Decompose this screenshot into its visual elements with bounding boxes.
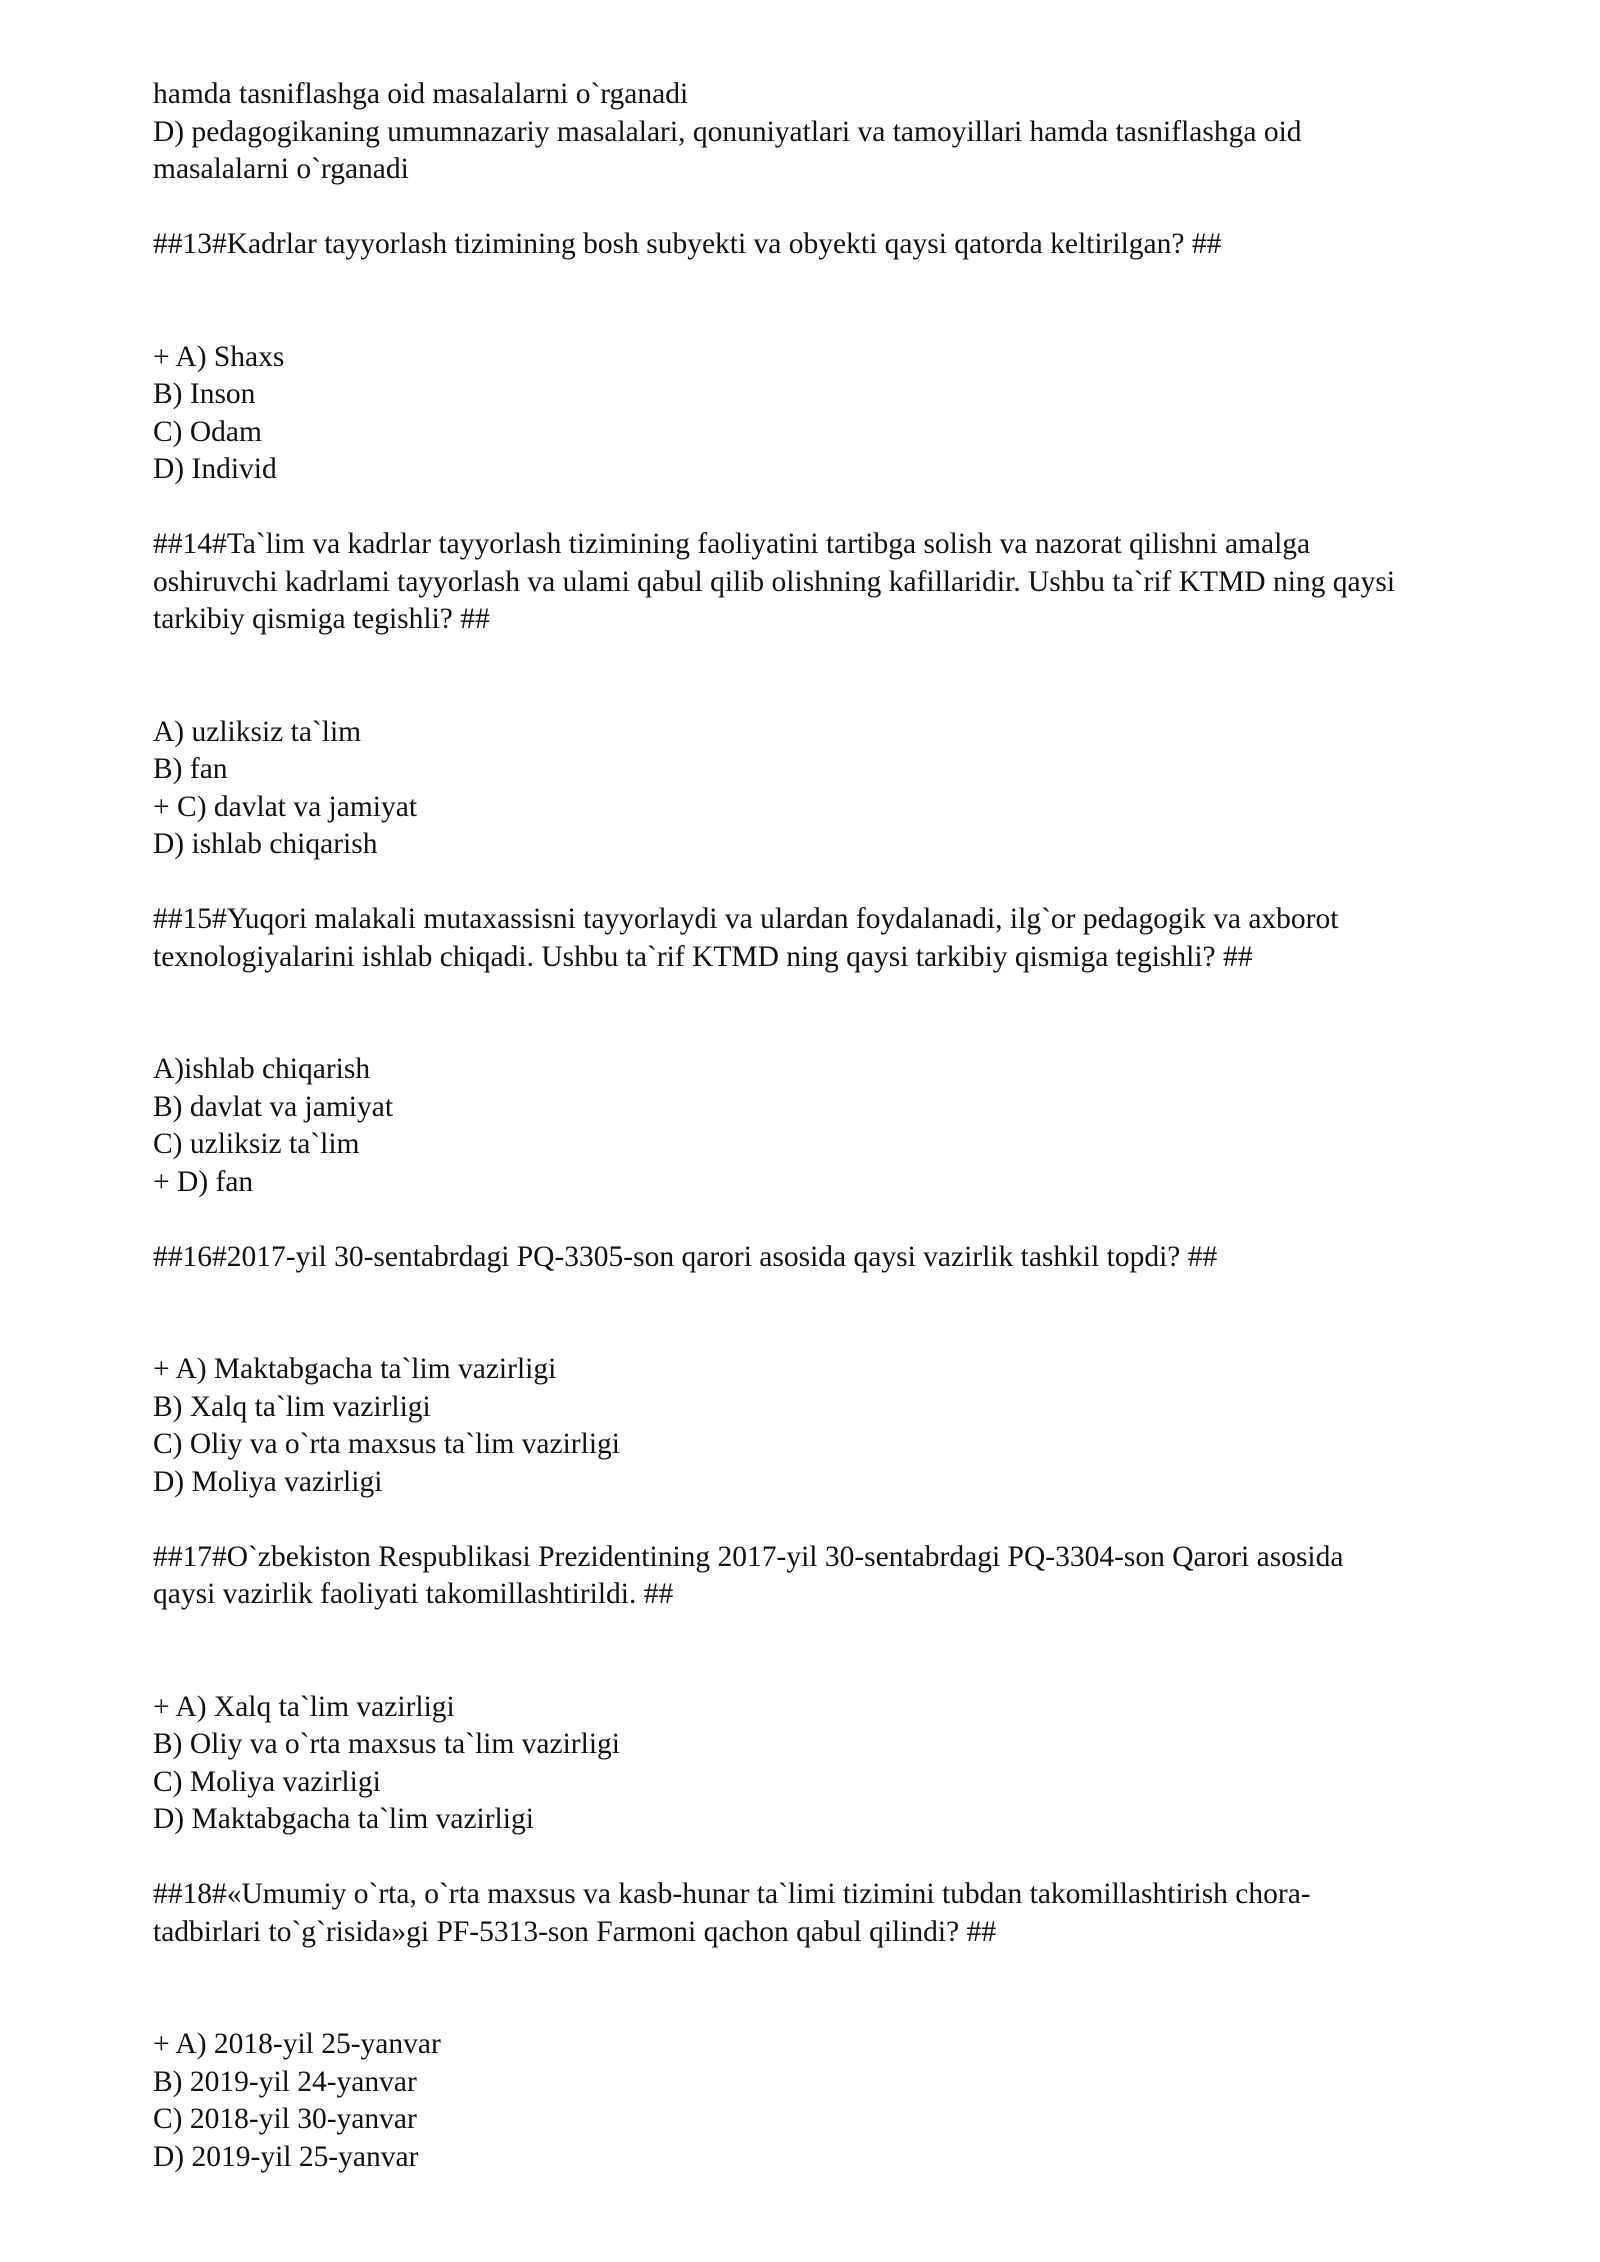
answer-option: + D) fan: [153, 1165, 254, 1198]
intro-line: hamda tasniflashga oid masalalarni o`rganadi: [153, 78, 689, 110]
answer-option: C) 2018-yil 30-yanvar: [153, 2103, 417, 2135]
answer-option: + A) Maktabgacha ta`lim vazirligi: [153, 1353, 557, 1385]
question-text: qaysi vazirlik faoliyati takomillashtirildi. ##: [153, 1578, 674, 1610]
answer-option: + A) Xalq ta`lim vazirligi: [153, 1690, 455, 1723]
intro-line: D) pedagogikaning umumnazariy masalalari, qonuniyatlari va tamoyillari hamda tasniflashga oid: [153, 115, 1302, 148]
question-13: [153, 226, 1533, 489]
question-text: ##17#O`zbekiston Respublikasi Prezidentining 2017-yil 30-sentabrdagi PQ-3304-son Qarori asosida: [153, 1540, 1344, 1573]
answer-option: B) Oliy va o`rta maxsus ta`lim vazirligi: [153, 1728, 620, 1760]
answer-option: D) Individ: [153, 453, 277, 485]
question-14: [153, 526, 1533, 864]
question-16: [153, 1239, 1533, 1502]
answer-option: C) Odam: [153, 415, 262, 448]
answer-option: B) fan: [153, 753, 228, 785]
question-text: ##13#Kadrlar tayyorlash tizimining bosh subyekti va obyekti qaysi qatorda keltirilgan? ##: [153, 228, 1222, 260]
answer-option: C) Oliy va o`rta maxsus ta`lim vazirligi: [153, 1428, 620, 1460]
answer-option: + C) davlat va jamiyat: [153, 790, 418, 823]
document-page: [153, 76, 1533, 2176]
answer-option: A) uzliksiz ta`lim: [153, 715, 362, 748]
answer-option: D) Maktabgacha ta`lim vazirligi: [153, 1803, 534, 1835]
answer-option: B) Inson: [153, 378, 256, 410]
question-18: [153, 1876, 1533, 2176]
question-15: [153, 901, 1533, 1201]
intro-block: [153, 76, 1533, 189]
question-text: tarkibiy qismiga tegishli? ##: [153, 603, 490, 635]
answer-option: C) uzliksiz ta`lim: [153, 1128, 360, 1160]
question-text: tadbirlari to`g`risida»gi PF-5313-son Farmoni qachon qabul qilindi? ##: [153, 1915, 997, 1948]
question-text: oshiruvchi kadrlami tayyorlash va ulami qabul qilib olishning kafillaridir. Ushbu ta`rif KTMD ning qaysi: [153, 565, 1396, 598]
question-text: ##18#«Umumiy o`rta, o`rta maxsus va kasb-hunar ta`limi tizimini tubdan takomillashtirish chora-: [153, 1878, 1311, 1910]
question-text: ##16#2017-yil 30-sentabrdagi PQ-3305-son qarori asosida qaysi vazirlik tashkil topdi? ##: [153, 1240, 1218, 1273]
answer-option: B) 2019-yil 24-yanvar: [153, 2065, 417, 2098]
answer-option: D) Moliya vazirligi: [153, 1465, 383, 1498]
question-text: ##14#Ta`lim va kadrlar tayyorlash tizimining faoliyatini tartibga solish va nazorat qilishni amalga: [153, 528, 1311, 560]
question-17: [153, 1539, 1533, 1839]
answer-option: C) Moliya vazirligi: [153, 1765, 381, 1798]
answer-option: A)ishlab chiqarish: [153, 1053, 371, 1085]
answer-option: + A) 2018-yil 25-yanvar: [153, 2028, 441, 2060]
question-text: texnologiyalarini ishlab chiqadi. Ushbu ta`rif KTMD ning qaysi tarkibiy qismiga tegishli? ##: [153, 940, 1253, 973]
answer-option: + A) Shaxs: [153, 340, 285, 373]
intro-line: masalalarni o`rganadi: [153, 153, 409, 185]
answer-option: B) davlat va jamiyat: [153, 1090, 394, 1123]
answer-option: D) 2019-yil 25-yanvar: [153, 2140, 419, 2173]
answer-option: B) Xalq ta`lim vazirligi: [153, 1390, 431, 1423]
answer-option: D) ishlab chiqarish: [153, 828, 378, 860]
question-text: ##15#Yuqori malakali mutaxassisni tayyorlaydi va ulardan foydalanadi, ilg`or pedagogik va axborot: [153, 903, 1339, 935]
